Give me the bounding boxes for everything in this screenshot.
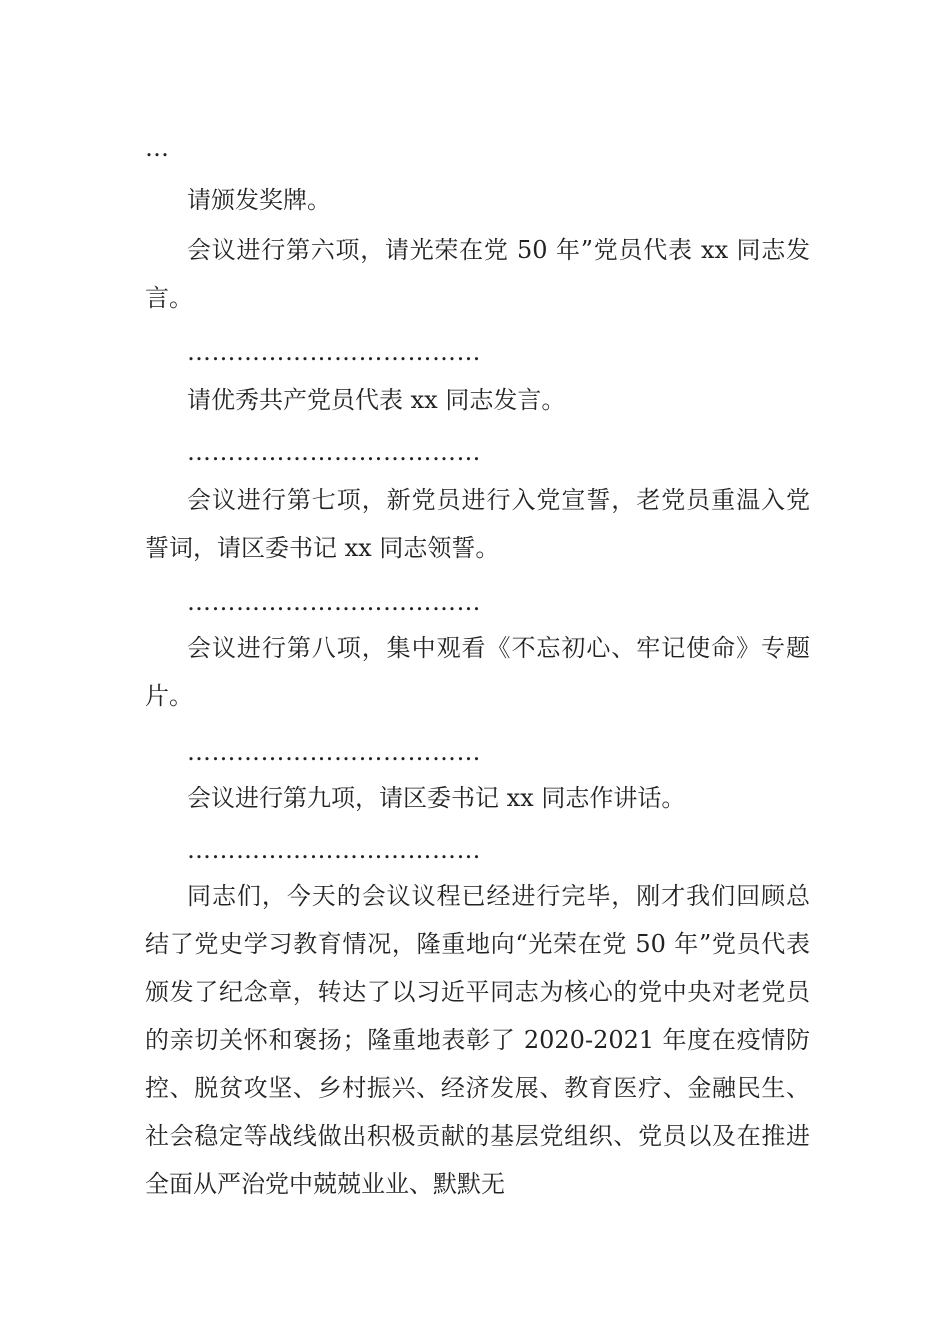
- dotted-separator: ………………………………: [187, 438, 481, 466]
- paragraph-excellent-member: 请优秀共产党员代表 xx 同志发言。: [187, 386, 566, 414]
- dotted-separator: ………………………………: [187, 738, 481, 766]
- paragraph-closing-remarks: 同志们，今天的会议议程已经进行完毕，刚才我们回顾总结了党史学习教育情况，隆重地向“光荣在党 50 年”党员代表颁发了纪念章，转达了以习近平同志为核心的党中央对老党员的亲切关怀和褒扬；隆重地表彰了 2020-2021 年度在疫情防控、脱贫攻坚、乡村振兴、经济发展、教育医疗、金融民生、社会稳定等战线做出积极贡献的基层党组织、党员以及在推进全面从严治党中兢兢业业、默默无: [145, 882, 810, 1198]
- paragraph-item-six: 会议进行第六项，请光荣在党 50 年”党员代表 xx 同志发言。: [145, 236, 810, 312]
- dotted-separator: ………………………………: [187, 338, 481, 366]
- dotted-separator: ………………………………: [187, 836, 481, 864]
- paragraph-item-seven: 会议进行第七项，新党员进行入党宣誓，老党员重温入党誓词，请区委书记 xx 同志领誓。: [145, 486, 810, 562]
- paragraph-award-medal: 请颁发奖牌。: [187, 186, 331, 214]
- paragraph-item-eight: 会议进行第八项，集中观看《不忘初心、牢记使命》专题片。: [145, 634, 810, 710]
- dotted-separator: ………………………………: [187, 588, 481, 616]
- paragraph-item-nine: 会议进行第九项，请区委书记 xx 同志作讲话。: [187, 784, 686, 812]
- ellipsis-line: …: [145, 134, 169, 162]
